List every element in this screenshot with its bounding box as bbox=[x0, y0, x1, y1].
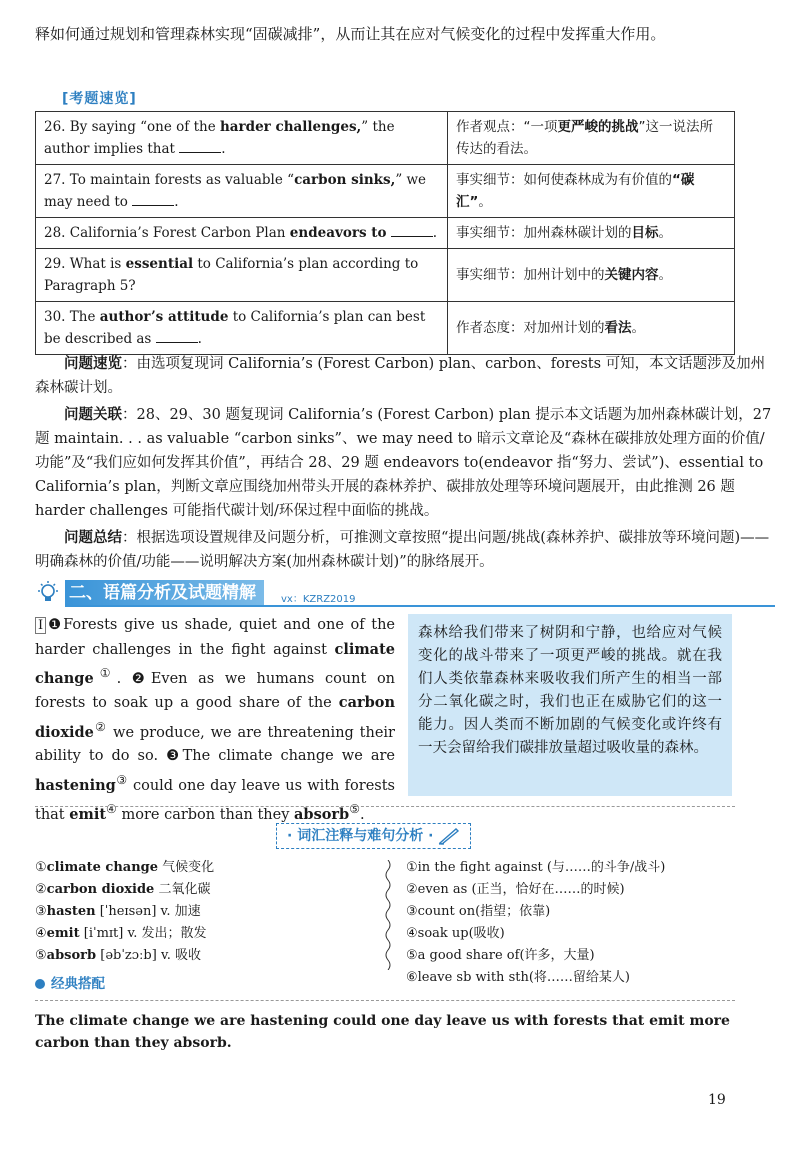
question-cell: 28. California’s Forest Carbon Plan endeavors to . bbox=[36, 218, 448, 249]
phrase-item: ⑤a good share of(许多，大量) bbox=[406, 948, 595, 963]
analysis-paragraphs bbox=[35, 352, 775, 577]
section-header bbox=[35, 580, 775, 606]
section-tag: [考题速览] bbox=[62, 91, 137, 107]
question-hint-cell: 事实细节：加州计划中的关键内容。 bbox=[448, 249, 735, 302]
bullet-dot-icon bbox=[35, 979, 45, 989]
vocab-item: ②carbon dioxide 二氧化碳 bbox=[35, 882, 211, 897]
phrase-item: ①in the fight against (与……的斗争/战斗) bbox=[406, 860, 666, 875]
question-hint-cell: 作者态度：对加州计划的看法。 bbox=[448, 302, 735, 355]
question-row bbox=[36, 165, 735, 218]
question-hint-cell: 事实细节：如何使森林成为有价值的“碳汇”。 bbox=[448, 165, 735, 218]
vocab-item: ④emit [iˈmɪt] v. 发出；散发 bbox=[35, 926, 207, 941]
section-divider bbox=[65, 605, 775, 607]
phrase-item: ⑥leave sb with sth(将……留给某人) bbox=[406, 970, 630, 985]
analysis-para: 问题总结：根据选项设置规律及问题分析，可推测文章按照“提出问题/挑战(森林养护、碳排放等环境问题)——明确森林的价值/功能——说明解决方案(加州森林碳计划)”的脉络展开。 bbox=[35, 530, 770, 570]
vocab-item: ⑤absorb [əbˈzɔːb] v. 吸收 bbox=[35, 948, 202, 963]
answer-blank bbox=[156, 328, 198, 343]
page-number: 19 bbox=[708, 1092, 726, 1108]
intro-line: 释如何通过规划和管理森林实现“固碳减排”，从而让其在应对气候变化的过程中发挥重大作用。 bbox=[35, 25, 666, 43]
vocab-item: ③hasten [ˈheɪsən] v. 加速 bbox=[35, 904, 201, 919]
vocab-list bbox=[35, 857, 214, 967]
question-table bbox=[35, 111, 735, 355]
lightbulb-icon bbox=[35, 580, 61, 606]
phrase-item: ④soak up(吸收) bbox=[406, 926, 505, 941]
classic-collocation-label: 经典搭配 bbox=[35, 972, 105, 992]
vocab-item: ①climate change 气候变化 bbox=[35, 860, 215, 875]
key-sentence: The climate change we are hastening could one day leave us with forests that emit more carbon than they absorb. bbox=[35, 1013, 730, 1051]
watermark: vx：KZRZ2019 bbox=[281, 594, 356, 605]
divider bbox=[35, 806, 735, 807]
section-title: 二、语篇分析及试题精解 bbox=[65, 580, 264, 606]
divider bbox=[35, 1000, 735, 1001]
question-row bbox=[36, 112, 735, 165]
answer-blank bbox=[132, 191, 174, 206]
answer-blank bbox=[391, 222, 433, 237]
question-hint-cell: 事实细节：加州森林碳计划的目标。 bbox=[448, 218, 735, 249]
question-row bbox=[36, 249, 735, 302]
phrase-item: ③count on(指望；依靠) bbox=[406, 904, 551, 919]
question-cell: 29. What is essential to California’s plan according to Paragraph 5? bbox=[36, 249, 448, 302]
translation-box: 森林给我们带来了树阴和宁静，也给应对气候变化的战斗带来了一项更严峻的挑战。就在我们人类依靠森林来吸收我们所产生的相当一部分二氧化碳之时，我们也正在威胁它们的这一能力。因人类而不断加剧的气候变化或许终有一天会留给我们碳排放量超过吸收量的森林。 bbox=[408, 614, 732, 796]
question-hint-cell: 作者观点：“一项更严峻的挑战”这一说法所传达的看法。 bbox=[448, 112, 735, 165]
phrase-list bbox=[406, 857, 665, 989]
question-cell: 26. By saying “one of the harder challenges,” the author implies that . bbox=[36, 112, 448, 165]
analysis-para: 问题速览：由选项复现词 California’s (Forest Carbon) plan、carbon、forests 可知，本文话题涉及加州森林碳计划。 bbox=[35, 356, 766, 396]
phrase-item: ②even as (正当，恰好在……的时候) bbox=[406, 882, 625, 897]
wave-divider bbox=[384, 860, 392, 970]
paragraph-number: Ⅰ bbox=[35, 617, 46, 634]
passage-paragraph: Ⅰ ❶Forests give us shade, quiet and one of the harder challenges in the fight against climate change①. ❷Even as we humans count on forests to soak up a good share of the carbon dioxide② we produce, we are threatening their ability to do so. ❸The climate change we are hastening③ could one day leave us with forests that emit④ more carbon than they absorb⑤. bbox=[35, 617, 396, 823]
vocab-section-title: · 词汇注释与难句分析 · bbox=[276, 823, 471, 849]
answer-blank bbox=[179, 138, 221, 153]
question-cell: 30. The author’s attitude to California’s plan can best be described as . bbox=[36, 302, 448, 355]
analysis-para: 问题关联：28、29、30 题复现词 California’s (Forest Carbon) plan 提示本文话题为加州森林碳计划，27 题 maintain. . . as valuable “carbon sinks”、we may need to 暗示文章论及“森林在碳排放处理方面的价值/功能”及“我们应如何发挥其价值”，再结合 28、29 题 endeavors to(endeavor 指“努力、尝试”)、essential to California’s plan，判断文章应围绕加州带头开展的森林养护、碳排放处理等环境问题展开，由此推测 26 题 harder challenges 可能指代碳计划/环保过程中面临的挑战。 bbox=[35, 407, 772, 519]
question-row bbox=[36, 302, 735, 355]
pen-icon bbox=[438, 827, 460, 845]
question-row bbox=[36, 218, 735, 249]
question-cell: 27. To maintain forests as valuable “carbon sinks,” we may need to . bbox=[36, 165, 448, 218]
